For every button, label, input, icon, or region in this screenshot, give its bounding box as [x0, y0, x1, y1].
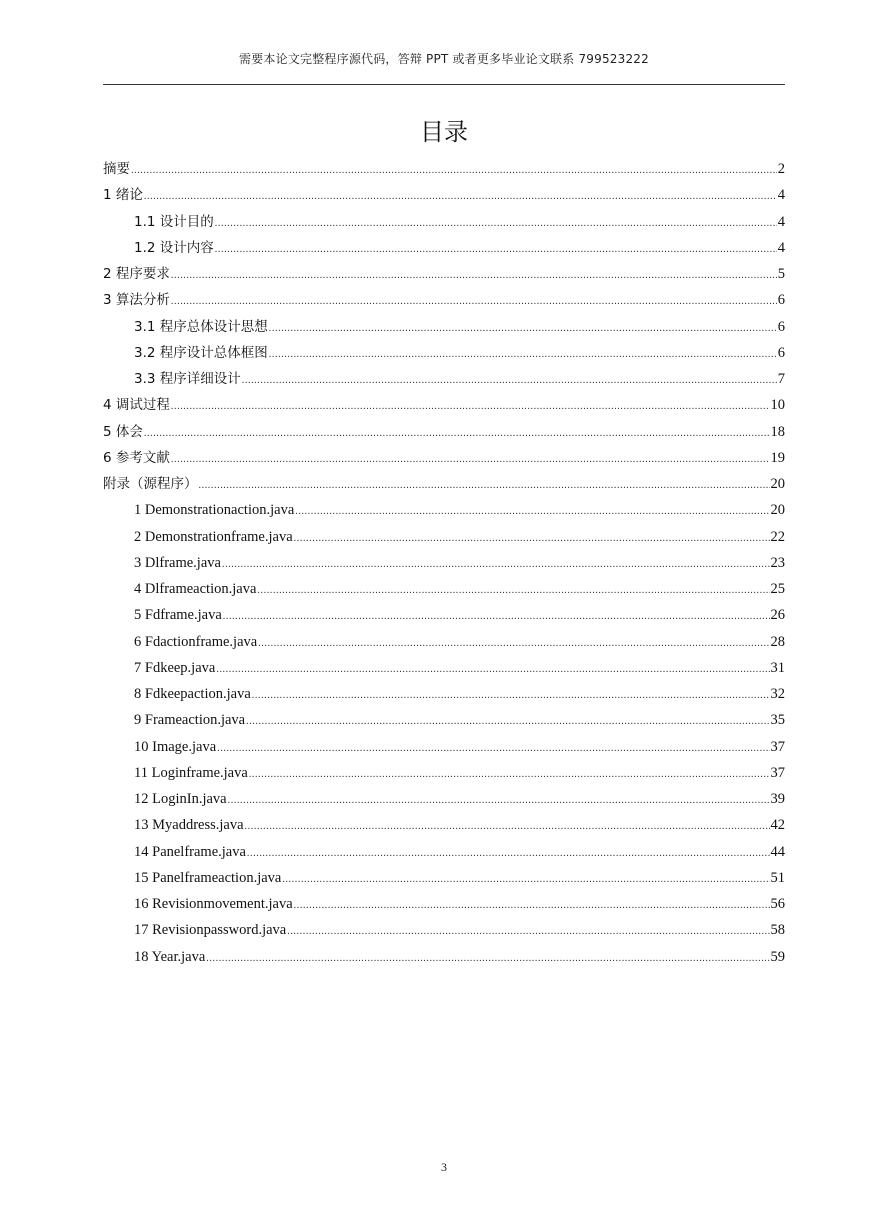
- toc-dot-leader: [269, 342, 777, 368]
- toc-entry-label: 16 Revisionmovement.java: [134, 896, 293, 912]
- toc-dot-leader: [216, 657, 769, 683]
- toc-entry-label: 4 调试过程: [103, 397, 170, 414]
- toc-entry-label: 15 Panelframeaction.java: [134, 869, 282, 886]
- toc-entry-label: 12 LoginIn.java: [134, 791, 227, 807]
- toc-entry[interactable]: [103, 497, 785, 523]
- toc-entry-page: 22: [770, 528, 785, 545]
- toc-dot-leader: [295, 499, 769, 525]
- toc-entry-label: 3.3 程序详细设计: [134, 371, 241, 387]
- toc-entry[interactable]: [103, 156, 785, 182]
- toc-entry-page: 4: [777, 239, 785, 256]
- toc-entry-page: 4: [777, 213, 785, 230]
- toc-dot-leader: [246, 709, 769, 735]
- toc-dot-leader: [171, 263, 777, 289]
- toc-entry-label: 5 Fdframe.java: [134, 607, 222, 624]
- toc-entry[interactable]: [103, 602, 785, 628]
- toc-entry-label: 2 程序要求: [103, 266, 170, 282]
- toc-dot-leader: [245, 814, 770, 840]
- toc-dot-leader: [257, 578, 769, 604]
- toc-entry[interactable]: [103, 629, 785, 655]
- toc-entry-label: 17 Revisionpassword.java: [134, 922, 287, 939]
- header-divider: [103, 84, 785, 85]
- table-of-contents: [103, 156, 785, 970]
- toc-entry[interactable]: [103, 681, 785, 707]
- toc-dot-leader: [215, 237, 777, 263]
- toc-entry[interactable]: [103, 576, 785, 602]
- toc-entry-label: 9 Frameaction.java: [134, 712, 246, 729]
- toc-entry[interactable]: [103, 734, 785, 760]
- toc-entry-page: 6: [777, 318, 785, 335]
- toc-entry-label: 8 Fdkeepaction.java: [134, 686, 251, 702]
- page-number: 3: [441, 1160, 447, 1174]
- toc-entry[interactable]: [103, 812, 785, 838]
- toc-entry-label: 1.1 设计目的: [134, 213, 214, 230]
- toc-entry-page: 20: [770, 502, 785, 519]
- toc-entry[interactable]: [103, 550, 785, 576]
- toc-entry-page: 32: [770, 686, 785, 702]
- toc-dot-leader: [247, 841, 770, 867]
- toc-entry-page: 35: [770, 712, 785, 729]
- toc-dot-leader: [269, 316, 777, 342]
- toc-entry[interactable]: [103, 340, 785, 366]
- toc-dot-leader: [217, 736, 769, 762]
- toc-entry-page: 2: [777, 161, 785, 177]
- toc-dot-leader: [249, 762, 770, 788]
- toc-entry-page: 7: [777, 371, 785, 387]
- toc-entry[interactable]: [103, 786, 785, 812]
- toc-entry-page: 10: [770, 397, 785, 414]
- toc-entry-page: 23: [770, 554, 785, 571]
- toc-entry-page: 37: [770, 764, 785, 781]
- toc-entry-label: 1.2 设计内容: [134, 239, 214, 256]
- toc-entry-label: 2 Demonstrationframe.java: [134, 528, 293, 545]
- toc-entry[interactable]: [103, 445, 785, 471]
- toc-dot-leader: [206, 946, 769, 972]
- toc-entry[interactable]: [103, 760, 785, 786]
- toc-entry-label: 10 Image.java: [134, 738, 217, 755]
- toc-entry[interactable]: [103, 182, 785, 208]
- toc-dot-leader: [252, 683, 770, 709]
- toc-dot-leader: [215, 211, 777, 237]
- toc-entry-label: 1 Demonstrationaction.java: [134, 502, 295, 519]
- toc-entry[interactable]: [103, 287, 785, 313]
- toc-entry-label: 4 Dlframeaction.java: [134, 581, 257, 597]
- toc-dot-leader: [199, 473, 770, 499]
- toc-dot-leader: [131, 158, 777, 184]
- toc-title: 目录: [420, 118, 468, 146]
- toc-entry-page: 26: [770, 607, 785, 624]
- toc-entry[interactable]: [103, 655, 785, 681]
- toc-entry-label: 14 Panelframe.java: [134, 843, 246, 860]
- toc-entry[interactable]: [103, 419, 785, 445]
- toc-entry[interactable]: [103, 524, 785, 550]
- header-contact-note: 需要本论文完整程序源代码，答辩 PPT 或者更多毕业论文联系 799523222: [239, 52, 649, 66]
- toc-dot-leader: [242, 368, 777, 394]
- toc-entry-label: 3 Dlframe.java: [134, 554, 221, 571]
- toc-dot-leader: [144, 421, 770, 447]
- toc-entry-page: 44: [770, 843, 785, 860]
- toc-entry-page: 19: [770, 449, 785, 466]
- toc-entry-page: 18: [770, 423, 785, 440]
- toc-entry-label: 7 Fdkeep.java: [134, 659, 216, 676]
- toc-entry-page: 5: [777, 266, 785, 282]
- toc-entry-page: 20: [770, 476, 785, 492]
- toc-entry-label: 附录（源程序）: [103, 476, 198, 492]
- toc-entry[interactable]: [103, 235, 785, 261]
- toc-entry[interactable]: [103, 865, 785, 891]
- toc-entry-label: 3.1 程序总体设计思想: [134, 318, 268, 335]
- toc-dot-leader: [294, 893, 770, 919]
- toc-entry-page: 51: [770, 869, 785, 886]
- toc-entry-label: 1 绪论: [103, 187, 143, 204]
- toc-entry-page: 59: [770, 948, 785, 965]
- toc-dot-leader: [258, 631, 769, 657]
- toc-entry[interactable]: [103, 366, 785, 392]
- toc-entry-label: 13 Myaddress.java: [134, 817, 244, 834]
- toc-entry-page: 42: [770, 817, 785, 834]
- toc-dot-leader: [144, 184, 777, 210]
- toc-entry[interactable]: [103, 839, 785, 865]
- toc-entry-page: 56: [770, 896, 785, 912]
- toc-entry[interactable]: [103, 261, 785, 287]
- toc-dot-leader: [222, 552, 770, 578]
- toc-entry[interactable]: [103, 891, 785, 917]
- toc-dot-leader: [171, 394, 770, 420]
- toc-entry[interactable]: [103, 209, 785, 235]
- toc-entry-label: 6 参考文献: [103, 449, 170, 466]
- toc-dot-leader: [228, 788, 770, 814]
- toc-entry-page: 6: [777, 292, 785, 309]
- toc-entry[interactable]: [103, 917, 785, 943]
- toc-entry-label: 6 Fdactionframe.java: [134, 633, 258, 650]
- toc-entry-page: 39: [770, 791, 785, 807]
- toc-entry-label: 3.2 程序设计总体框图: [134, 344, 268, 361]
- toc-entry-page: 4: [777, 187, 785, 204]
- toc-entry-page: 37: [770, 738, 785, 755]
- toc-dot-leader: [223, 604, 770, 630]
- toc-entry[interactable]: [103, 944, 785, 970]
- toc-entry-label: 3 算法分析: [103, 292, 170, 309]
- toc-entry-label: 18 Year.java: [134, 948, 206, 965]
- toc-entry[interactable]: [103, 471, 785, 497]
- toc-entry-label: 5 体会: [103, 423, 143, 440]
- toc-entry-label: 11 Loginframe.java: [134, 764, 248, 781]
- toc-entry[interactable]: [103, 392, 785, 418]
- toc-entry-page: 25: [770, 581, 785, 597]
- toc-entry-page: 28: [770, 633, 785, 650]
- toc-entry-page: 58: [770, 922, 785, 939]
- toc-entry-page: 6: [777, 344, 785, 361]
- toc-dot-leader: [171, 447, 770, 473]
- toc-entry-page: 31: [770, 659, 785, 676]
- toc-dot-leader: [287, 919, 769, 945]
- toc-entry-label: 摘要: [103, 161, 130, 177]
- toc-dot-leader: [171, 289, 777, 315]
- toc-entry[interactable]: [103, 707, 785, 733]
- toc-dot-leader: [294, 526, 770, 552]
- toc-entry[interactable]: [103, 314, 785, 340]
- toc-dot-leader: [282, 867, 769, 893]
